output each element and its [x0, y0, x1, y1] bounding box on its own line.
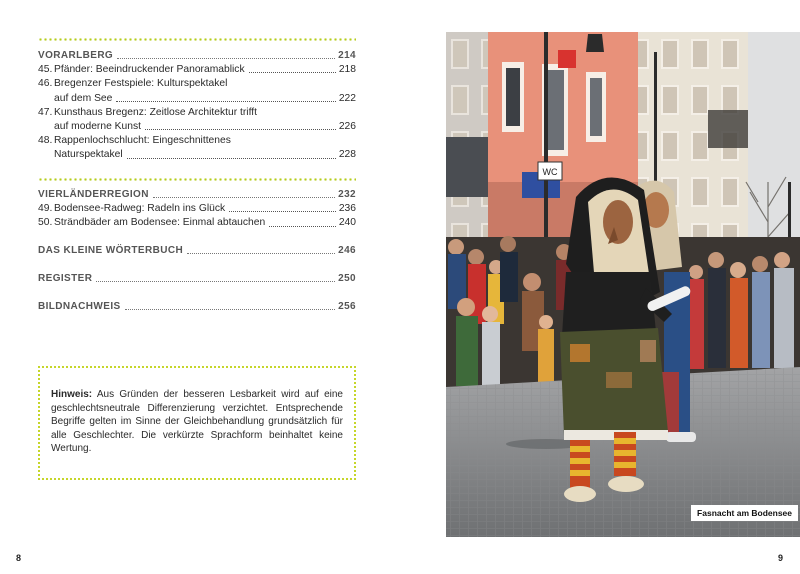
top-dotted-rule — [38, 38, 356, 41]
toc-entry-continued: auf moderne Kunst 226 — [54, 121, 356, 133]
section-heading: BILDNACHWEIS 256 — [38, 301, 356, 312]
section-heading: VIERLÄNDERREGION 232 — [38, 189, 356, 200]
page-number-right: 9 — [777, 553, 783, 563]
toc-vierlaenderregion — [38, 188, 356, 231]
wc-sign-text: WC — [542, 167, 558, 177]
toc-entry-continued: auf dem See 222 — [54, 92, 356, 104]
section-heading: REGISTER 250 — [38, 273, 356, 284]
toc-entry: 47. Kunsthaus Bregenz: Zeitlose Architektur trifft — [38, 106, 257, 118]
toc-entry-continued: Naturspektakel 228 — [54, 149, 356, 161]
section-heading: VORARLBERG 214 — [38, 50, 356, 61]
hint-box — [38, 366, 356, 480]
right-page — [400, 0, 800, 574]
toc-entry: 48. Rappenlochschlucht: Eingeschnittenes — [38, 135, 231, 147]
photo-caption: Fasnacht am Bodensee — [691, 505, 798, 521]
toc-entry: 45. Pfänder: Beeindruckender Panoramablick 218 — [38, 64, 356, 76]
toc-entry: 50. Strändbäder am Bodensee: Einmal abtauchen 240 — [38, 217, 356, 229]
page-number-left: 8 — [16, 553, 22, 563]
carnival-photo — [446, 32, 800, 537]
toc-vorarlberg — [38, 49, 356, 163]
hint-text: Aus Gründen der besseren Lesbarkeit wird auf eine geschlechtsneutrale Differenzierung verzichtet. Entsprechende Begriffe gelten im Sinne der Gleichbehandlung grundsätzlich für alle Geschlechter. Die verkürzte Sprachform beinhaltet keine Wertung. — [51, 389, 343, 455]
middle-dotted-rule — [38, 178, 356, 181]
section-heading: DAS KLEINE WÖRTERBUCH 246 — [38, 245, 356, 256]
toc-entry: 46. Bregenzer Festspiele: Kulturspektakel — [38, 78, 228, 90]
toc-appendix — [38, 244, 356, 314]
photo-illustration — [446, 32, 800, 537]
hint-label: Hinweis: — [51, 389, 93, 400]
toc-entry: 49. Bodensee-Radweg: Radeln ins Glück 236 — [38, 203, 356, 215]
